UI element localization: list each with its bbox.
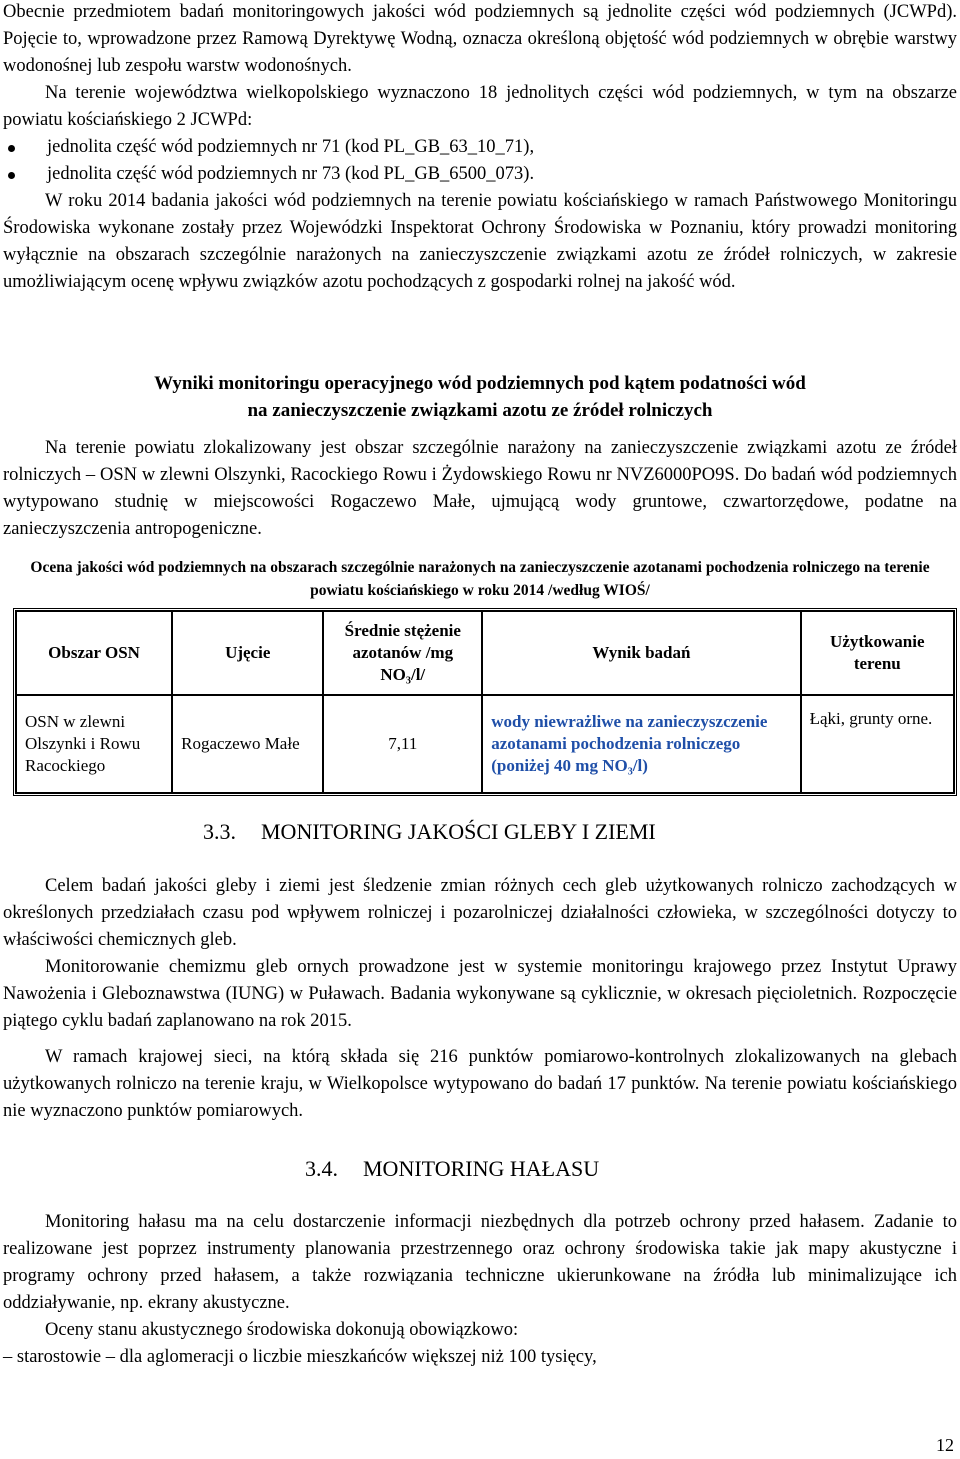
section-3-3-title: MONITORING JAKOŚCI GLEBY I ZIEMI [261, 819, 656, 844]
section-3-3-paragraph-3: W ramach krajowej sieci, na którą składa się 216 punktów pomiarowo-kontrolnych zlokalizowanych na glebach użytkowanych rolniczo na terenie kraju, w Wielkopolsce wytypowano do badań 17 punktów. Na terenie powiatu kościańskiego nie wyznaczono punktów pomiarowych. [3, 1047, 957, 1121]
cell-stezenie: 7,11 [323, 695, 482, 793]
cell-ujecie: Rogaczewo Małe [172, 695, 323, 793]
header-wynik: Wynik badań [482, 611, 800, 695]
jcwpd-list [3, 134, 957, 188]
cell-uzytkowanie: Łąki, grunty orne. [801, 695, 954, 793]
cell-wynik: wody niewrażliwe na zanieczyszczenie azotanami pochodzenia rolniczego (poniżej 40 mg NO₃/l) [482, 695, 800, 793]
osn-quality-table [13, 608, 957, 796]
page-number: 12 [936, 1435, 954, 1455]
section-3-4-paragraph-1: Monitoring hałasu ma na celu dostarczenie informacji niezbędnych dla potrzeb ochrony przed hałasem. Zadanie to realizowane jest poprzez instrumenty planowania przestrzennego oraz ochrony środowiska takie jak mapy akustyczne i programy ochrony przed hałasem, a także rozwiązania techniczne ukierunkowane na źródła lub minimalizujące ich oddziaływanie, np. ekrany akustyczne. [3, 1212, 957, 1313]
header-ujecie: Ujęcie [172, 611, 323, 695]
section-3-4-number: 3.4. [305, 1156, 338, 1181]
intro-paragraph-1: Obecnie przedmiotem badań monitoringowych jakości wód podziemnych są jednolite części wód podziemnych (JCWPd). Pojęcie to, wprowadzone przez Ramową Dyrektywę Wodną, oznacza określoną objętość wód podziemnych w obrębie warstwy wodonośnej lub zespołu warstw wodonośnych. [3, 2, 957, 76]
section-3-4-title: MONITORING HAŁASU [363, 1156, 600, 1181]
intro-paragraph-3: W roku 2014 badania jakości wód podziemnych na terenie powiatu kościańskiego w ramach Państwowego Monitoringu Środowiska wykonane zostały przez Wojewódzki Inspektorat Ochrony Środowiska w Poznaniu, który prowadzi monitoring wyłącznie na obszarach szczególnie narażonych na zanieczyszczenie związkami azotu ze źródeł rolniczych, w zakresie umożliwiającym ocenę wpływu związków azotu pochodzących z gospodarki rolnej na jakość wód. [3, 191, 957, 292]
monitoring-heading-line-1: Wyniki monitoringu operacyjnego wód podziemnych pod kątem podatności wód [154, 373, 806, 394]
header-stezenie: Średnie stężenie azotanów /mg NO₃/l/ [323, 611, 482, 695]
list-item: jednolita część wód podziemnych nr 73 (kod PL_GB_6500_073). [3, 161, 957, 188]
intro-section [3, 0, 957, 296]
section-3-3-paragraph-2: Monitorowanie chemizmu gleb ornych prowadzone jest w systemie monitoringu krajowego przez Instytut Uprawy Nawożenia i Gleboznawstwa (IUNG) w Puławach. Badania wykonywane są cyklicznie, w okresach pięcioletnich. Rozpoczęcie piątego cyklu badań zaplanowano na rok 2015. [3, 957, 957, 1031]
table-header-row [16, 611, 954, 695]
intro-paragraph-2: Na terenie województwa wielkopolskiego wyznaczono 18 jednolitych części wód podziemnych, w tym na obszarze powiatu kościańskiego 2 JCWPd: [3, 83, 957, 130]
section-3-3-paragraph-1: Celem badań jakości gleby i ziemi jest śledzenie zmian różnych cech gleb użytkowanych rolniczo zachodzących w określonych przedziałach czasu pod wpływem rolniczej i pozarolniczej działalności człowieka, w szczególności dotyczy to właściwości chemicznych gleb. [3, 876, 957, 950]
dash-list [3, 1344, 957, 1371]
monitoring-heading-line-2: na zanieczyszczenie związkami azotu ze źródeł rolniczych [247, 400, 713, 421]
list-item: jednolita część wód podziemnych nr 71 (kod PL_GB_63_10_71), [3, 134, 957, 161]
header-uzytkowanie: Użytkowanie terenu [801, 611, 954, 695]
section-3-4-body [3, 1209, 957, 1371]
monitoring-section [3, 435, 957, 543]
monitoring-paragraph: Na terenie powiatu zlokalizowany jest obszar szczególnie narażony na zanieczyszczenie związkami azotu ze źródeł rolniczych – OSN w zlewni Olszynki, Racockiego Rowu i Żydowskiego Rowu nr NVZ6000PO9S. Do badań wód podziemnych wytypowano studnię w miejscowości Rogaczewo Małe, ujmującą wody gruntowe, czwartorzędowe, podatne na zanieczyszczenia antropogeniczne. [3, 438, 957, 539]
table-row [16, 695, 954, 793]
table-caption: Ocena jakości wód podziemnych na obszarach szczególnie narażonych na zanieczyszczenie azotanami pochodzenia rolniczego na terenie powiatu kościańskiego w roku 2014 /według WIOŚ/ [30, 559, 930, 599]
monitoring-heading [3, 370, 957, 424]
section-3-4-paragraph-2: Oceny stanu akustycznego środowiska dokonują obowiązkowo: [45, 1320, 519, 1340]
section-3-3-body [3, 873, 957, 1125]
header-osn: Obszar OSN [16, 611, 172, 695]
section-3-4-heading [305, 1155, 599, 1183]
section-3-3-heading [203, 818, 656, 846]
section-3-3-number: 3.3. [203, 819, 236, 844]
list-item: – starostowie – dla aglomeracji o liczbie mieszkańców większej niż 100 tysięcy, [3, 1347, 597, 1367]
cell-osn: OSN w zlewni Olszynki i Rowu Racockiego [16, 695, 172, 793]
